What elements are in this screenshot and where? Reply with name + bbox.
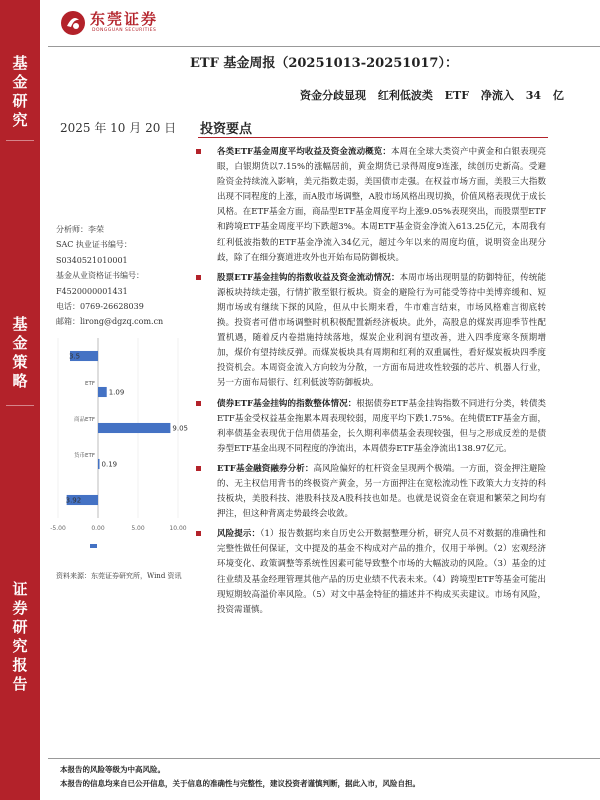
logo-name-en: DONGGUAN SECURITIES — [92, 28, 157, 33]
key-points — [193, 145, 546, 618]
paragraph-etf-overview — [193, 145, 546, 266]
sidebar-label-securities-report: 证 券 研 究 报 告 — [12, 580, 28, 693]
sidebar-divider — [6, 405, 34, 406]
chart-tick-label: 0.00 — [91, 525, 105, 532]
chart-source: 资料来源：东莞证券研究所，Wind 资讯 — [56, 572, 182, 580]
paragraph-heading: ETF基金融资融券分析： — [217, 463, 314, 474]
chart-bar — [98, 423, 170, 433]
analyst-email: 邮箱：lirong@dgzq.com.cn — [56, 317, 164, 327]
logo-mark-icon — [60, 10, 86, 36]
paragraph-heading: 股票ETF基金挂钩的指数收益及资金流动情况： — [217, 272, 400, 283]
paragraph-text: （1）报告数据均来自历史公开数据整理分析，研究人员不对数据的准确性和完整性做任何保证，文中提及的基金不构成对产品的推介，仅用于举例。（2）宏观经济环境变化、政策调整等系统性因素可能导致整个市场的大幅波动的风险。（3）基金的过往业绩及基金经理管理其他产品的历史业绩不代表未来。（4）跨境型ETF等基金可能出现短期较高溢价率风险。（5）对文中基金特征的描述并不构成买卖建议。市场有风险，投资需谨慎。 — [217, 529, 546, 615]
section-heading: 投资要点 — [200, 122, 253, 137]
paragraph-margin-trading — [193, 462, 546, 522]
chart-category-label: ETF — [85, 380, 95, 387]
bullet-icon — [196, 466, 201, 471]
sidebar-label-fund-research: 基 金 研 究 — [12, 54, 28, 129]
report-date: 2025 年 10 月 20 日 — [60, 121, 177, 135]
footer-line: 本报告的信息均来自已公开信息，关于信息的准确性与完整性，建议投资者谨慎判断，据此入市，风险自担。 — [60, 779, 420, 788]
paragraph-stock-etf — [193, 271, 546, 392]
chart-bar — [98, 387, 107, 397]
sidebar-divider — [6, 140, 34, 141]
chart-category-label: 商品ETF — [74, 416, 95, 423]
footer-disclaimer — [60, 763, 590, 791]
chart-bar — [98, 459, 100, 469]
chart-data-label: 9.05 — [172, 424, 188, 433]
logo-name-cn: 东莞证券 — [90, 10, 159, 28]
chart-legend-swatch — [90, 544, 97, 548]
bullet-icon — [196, 401, 201, 406]
bullet-icon — [196, 149, 201, 154]
paragraph-risk-warning — [193, 527, 546, 618]
analyst-name: 分析师：李荣 — [56, 225, 104, 234]
paragraph-text: 本周在全球大类资产中黄金和白银表现亮眼，白银期货以7.15%的涨幅居前，黄金期货已录得周度9连涨，续创历史新高。受避险资金持续流入影响，美元指数走弱，美国债市走强。在权益市场方面，美股三大指数出现不同程度的上涨，而A股市场调整，A股市场风格出现切换，价值风格表现优于成长风格。在ETF基金方面，商品型ETF基金周度平均上涨9.05%表现突出，而股票型ETF和跨境ETF基金周度平均下跌超3%。本周ETF基金资金净流入613.25亿元，本周我有红利低波指数的ETF基金净流入34亿元，超过今年以来的周度均值，说明资金出现分歧，除了在细分赛道进攻外也开始布局防御板块。 — [217, 147, 546, 263]
analyst-fund-cert-label: 基金从业资格证书编号： — [56, 271, 144, 281]
paragraph-text: 本周市场出现明显的防御特征，传统能源板块持续走强，行情扩散至银行板块。资金的避险行为可能受等待中美博弈缓和、短期市场或有继续下探的风险，但从中长期来看，牛市难言结束，市场风格难言彻底转换。投资者可借市场调整时机积极配置新经济板块。此外，高股息的煤炭再迎季节性配置机遇，随着反内卷措施持续落地，煤炭企业利润有望改善，进入四季度寒冬预期增加，煤价有望持续反弹。而煤炭板块具有周期和红利的双重属性，看好煤炭板块四季度投资机会。本周资金流入方向较为分散，一方面布局进攻性较强的芯片、机器人行业，另一方面布局银行、红利低波等防御板块。 — [217, 272, 546, 389]
paragraph-text: 根据债券ETF基金挂钩指数不同进行分类，转债类ETF基金受权益基金拖累本周表现较弱，周度平均下跌1.75%。在纯债ETF基金方面，利率债基金表现优于信用债基金，长久期利率债基金表现较强，但与之形成反差的是债券型ETF基金出现不同程度的净流出，本周债券ETF基金净流出138.97亿元。 — [217, 398, 546, 454]
chart-tick-label: 5.00 — [131, 525, 145, 532]
chart-tick-label: 10.00 — [169, 525, 187, 532]
chart-data-label: 3.92 — [65, 496, 82, 505]
sidebar-label-fund-strategy: 基 金 策 略 — [12, 315, 28, 390]
paragraph-heading: 各类ETF基金周度平均收益及资金流动概览： — [217, 147, 392, 157]
footer-rule — [48, 758, 600, 759]
report-title: ETF 基金周报（20251013-20251017）： — [190, 56, 458, 71]
analyst-phone: 电话：0769-26628039 — [56, 302, 144, 312]
chart-category-label: 货币ETF — [74, 452, 95, 459]
paragraph-bond-etf — [193, 397, 546, 457]
sidebar — [0, 0, 40, 800]
analyst-sac-label: SAC 执业证书编号： — [56, 240, 132, 250]
header-rule — [48, 46, 600, 47]
chart-data-label: 0.19 — [101, 460, 118, 469]
etf-return-chart — [50, 318, 188, 566]
report-subtitle: 资金分歧显现 红利低波类 ETF 净流入 34 亿 — [300, 89, 564, 102]
chart-data-label: 3.5 — [69, 352, 81, 361]
paragraph-heading: 债券ETF基金挂钩的指数整体情况： — [217, 398, 357, 409]
bullet-icon — [196, 531, 201, 536]
footer-line: 本报告的风险等级为中高风险。 — [60, 765, 165, 774]
analyst-fund-cert-number: F4520000001431 — [56, 286, 128, 296]
chart-tick-label: -5.00 — [50, 525, 66, 532]
brand-logo — [60, 6, 180, 42]
chart-data-label: 1.09 — [108, 388, 125, 397]
section-heading-rule — [198, 137, 548, 138]
paragraph-text: 高风险偏好的杠杆资金呈现两个极端。一方面，资金押注避险的、无主权信用背书的终极资产黄金，另一方面押注在宽松流动性下政策大力支持的科技板块，美股科技、港股科技及A股科技也如是。也就是说资金在衰退和繁荣之间均有押注，但这种背离走势最终会收敛。 — [217, 463, 546, 520]
bullet-icon — [196, 275, 201, 280]
analyst-sac-number: S0340521010001 — [56, 255, 128, 265]
paragraph-heading: 风险提示： — [217, 529, 261, 540]
analyst-info — [56, 222, 196, 330]
